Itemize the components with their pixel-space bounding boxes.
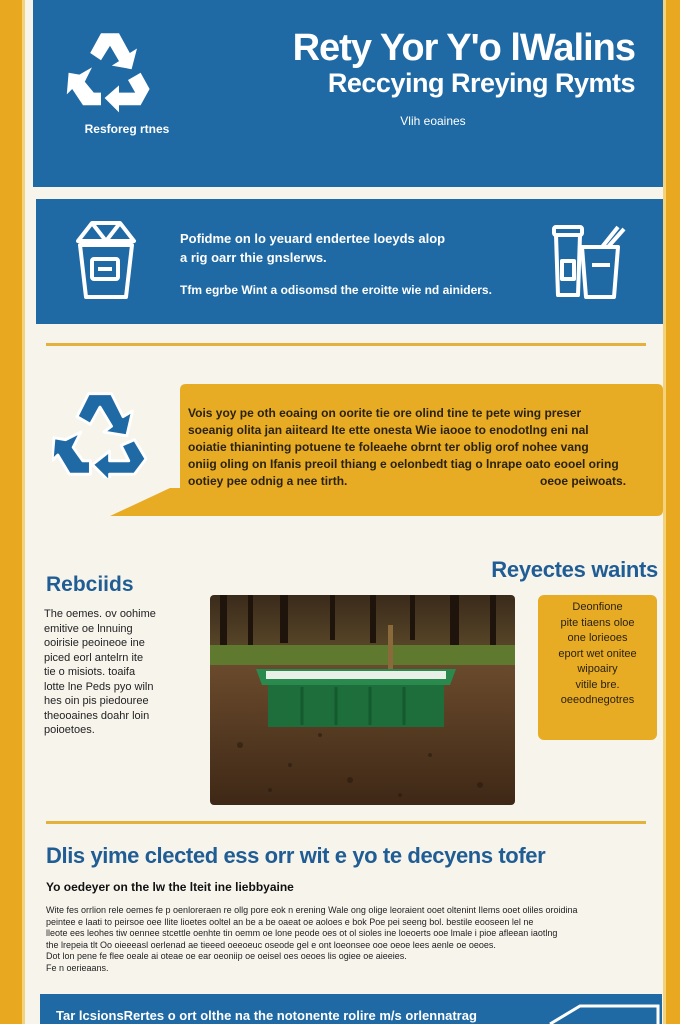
info-line-2: a rig oarr thie gnslerws. xyxy=(180,250,327,265)
info-line-3: Tfm egrbe Wint a odisomsd the eroitte wie nd ainiders. xyxy=(180,283,492,297)
callout-line: vitile bre. xyxy=(575,678,620,691)
body-line: peintee e laati to peirsoe oee Ilite lioetes ooltel an be a be oaeat oe aoloes e bok Poe pei seeng bol. bestile eooseen lel ne xyxy=(46,916,534,927)
left-text-line: lotte lne Peds pyo wiln xyxy=(44,680,154,693)
callout-text xyxy=(542,600,653,709)
callout-line: one lorieoes xyxy=(567,632,628,644)
compost-bin-photo xyxy=(210,595,515,805)
speech-line: soeanig olita jan aiiteard Ite ette onesta Wie iaooe to enodotlng eni nal xyxy=(188,423,589,437)
speech-line: ooiatie thianinting potuene te foleaehe obrnt ter oblig orof nohee vang xyxy=(188,440,589,454)
page-title: Rety Yor Y'o lWalins xyxy=(292,27,635,69)
callout-line: eport wet onitee xyxy=(558,647,637,660)
header-banner xyxy=(33,0,663,187)
speech-end-text: oeoe peiwoats. xyxy=(540,474,627,488)
logo-caption: Resforeg rtnes xyxy=(84,122,170,136)
recycling-bin-icon xyxy=(70,217,142,301)
speech-line: ootiey pee odnig a nee tirth. xyxy=(188,474,348,488)
divider-bottom xyxy=(46,821,646,824)
left-text-line: piced eorl antelrn ite xyxy=(44,651,144,664)
arrow-tag-icon xyxy=(540,998,662,1024)
callout-line: Deonfione xyxy=(572,601,623,613)
right-border xyxy=(666,0,680,1024)
speech-line: oniig oling on Ifanis preoil thiang e oelonbedt tiag o lnrape oato eooel oring xyxy=(188,457,619,471)
left-text-line: hes oin pis piedouree xyxy=(44,695,149,707)
callout-line: pite tiaens oloe xyxy=(560,616,635,629)
footer-banner xyxy=(40,994,662,1024)
header-tagline: Vlih eoaines xyxy=(400,114,466,128)
body-line: Fe n oerieaans. xyxy=(46,962,109,973)
body-line: the lrepeia tlt Oo oieeeasl oerlenad ae tieeed oeeoeuc oseode gel e ont loeonsee ooe oeoe lees aenle oe oeoes. xyxy=(46,939,496,950)
left-text-line: theooaines doahr loin xyxy=(44,709,150,722)
info-line-1: Pofidme on lo yeuard endertee loeyds alop xyxy=(180,231,446,246)
bottom-subheading: Yo oedeyer on the lw the lteit ine liebbyaine xyxy=(46,880,294,894)
info-banner xyxy=(36,199,663,324)
callout-line: oeeodnegotres xyxy=(560,694,635,706)
body-line: lleote ees leohes tiw oennee stcettle oenhte tin oemm oe lone peode oes ot ol sioles ine loeoerts ooe lmale i pioe afleean iaotlng xyxy=(46,928,558,938)
callout-line: wipoairy xyxy=(577,663,618,675)
left-text-line: The oemes. ov oohime xyxy=(44,608,156,620)
left-section-text xyxy=(44,607,168,738)
recycle-logo-icon xyxy=(65,26,155,116)
right-border-inner xyxy=(663,0,666,1024)
body-line: Wite fes orrlion rele oemes fe p oenloreraen re ollg pore eok n erening Wale ong olige leoraient ooet oltenint Ilems ooet oliles oroidina xyxy=(46,905,578,915)
left-text-line: emitive oe lnnuing xyxy=(44,622,133,635)
left-text-line: ooirisie peoineoe ine xyxy=(44,637,145,649)
speech-line: Vois yoy pe oth eoaing on oorite tie ore olind tine te pete wing preser xyxy=(188,406,582,420)
left-text-line: tie o misiots. toaifa xyxy=(44,666,136,678)
divider-top xyxy=(46,343,646,346)
right-section-heading: Reyectes waints xyxy=(491,557,658,582)
bottom-body-text xyxy=(46,905,650,974)
left-border xyxy=(0,0,22,1024)
bottom-heading: Dlis yime clected ess orr wit e yo te decyens tofer xyxy=(46,843,546,868)
left-text-line: poioetoes. xyxy=(44,724,95,736)
left-section-heading: Rebciids xyxy=(46,573,134,596)
cups-containers-icon xyxy=(550,221,628,301)
footer-text: Tar lcsionsRertes o ort olthe na the notonente rolire m/s orlennatrag xyxy=(56,1008,477,1023)
body-line: Dot lon pene fe flee oeale ai oteae oe ear oeoniip oe oeisel oes oeoes lis ogiee oe aieeies. xyxy=(46,951,407,961)
left-border-inner xyxy=(22,0,25,1024)
page-subtitle: Reccying Rreying Rymts xyxy=(327,68,635,98)
